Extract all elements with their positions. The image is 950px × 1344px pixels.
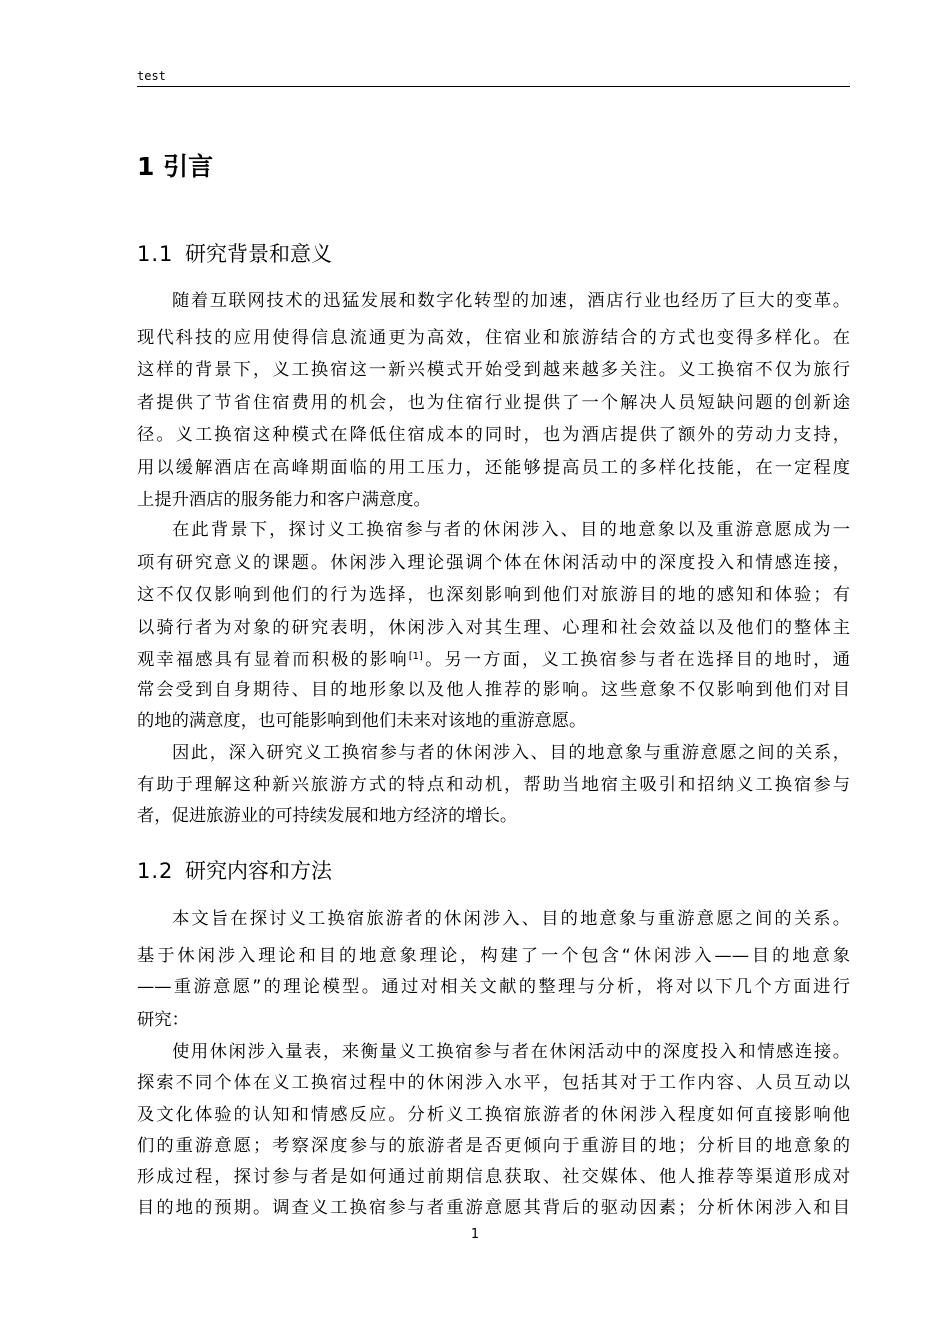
citation-ref[interactable]: [1]: [408, 651, 423, 662]
page-header: [137, 68, 850, 87]
paragraph-line: 的地的满意度，也可能影响到他们未来对该地的重游意愿。: [137, 711, 587, 731]
paragraph-text: 观幸福感具有显着而积极的影响: [137, 650, 409, 670]
page-number: 1: [470, 1227, 480, 1242]
paragraph-line: 们的重游意愿；考察深度参与的旅游者是否更倾向于重游目的地；分析目的地意象的: [137, 1136, 850, 1156]
paragraph-line: 上提升酒店的服务能力和客户满意度。: [137, 490, 431, 510]
paragraph-line: 在此背景下，探讨义工换宿参与者的休闲涉入、目的地意象以及重游意愿成为一: [172, 520, 850, 540]
section-heading-background: [137, 239, 332, 269]
paragraph-line: 径。义工换宿这种模式在降低住宿成本的同时，也为酒店提供了额外的劳动力支持，: [137, 425, 850, 445]
paragraph-line: ——重游意愿”的理论模型。通过对相关文献的整理与分析，将对以下几个方面进行: [137, 977, 850, 997]
paragraph-line: 常会受到自身期待、目的地形象以及他人推荐的影响。这些意象不仅影响到他们对目: [137, 680, 850, 700]
paragraph-line: 因此，深入研究义工换宿参与者的休闲涉入、目的地意象与重游意愿之间的关系，: [172, 743, 850, 763]
paragraph-line: 及文化体验的认知和情感反应。分析义工换宿旅游者的休闲涉入程度如何直接影响他: [137, 1105, 850, 1125]
paragraph-line: 以骑行者为对象的研究表明，休闲涉入对其生理、心理和社会效益以及他们的整体主: [137, 618, 850, 638]
paragraph-line: 者，促进旅游业的可持续发展和地方经济的增长。: [137, 806, 518, 826]
paragraph-line-with-citation: [137, 645, 850, 675]
paragraph-line: 用以缓解酒店在高峰期面临的用工压力，还能够提高员工的多样化技能，在一定程度: [137, 458, 850, 478]
running-title: test: [137, 69, 166, 83]
paragraph-line: 者提供了节省住宿费用的机会，也为住宿行业提供了一个解决人员短缺问题的创新途: [137, 393, 850, 413]
section-number: 1.2: [137, 859, 174, 883]
paragraph-line: 研究：: [137, 1010, 189, 1030]
chapter-title: 1 引言: [137, 152, 214, 181]
paragraph-line: 使用休闲涉入量表，来衡量义工换宿参与者在休闲活动中的深度投入和情感连接。: [172, 1042, 850, 1062]
paragraph-line: 有助于理解这种新兴旅游方式的特点和动机，帮助当地宿主吸引和招纳义工换宿参与: [137, 775, 850, 795]
section-number: 1.1: [137, 242, 174, 266]
paragraph-line: 现代科技的应用使得信息流通更为高效，住宿业和旅游结合的方式也变得多样化。在: [137, 328, 850, 348]
paragraph-line: 目的地的预期。调查义工换宿参与者重游意愿其背后的驱动因素；分析休闲涉入和目: [137, 1198, 850, 1218]
paragraph-line: 项有研究意义的课题。休闲涉入理论强调个体在休闲活动中的深度投入和情感连接，: [137, 553, 850, 573]
section-title-text: 研究背景和意义: [185, 242, 332, 266]
paragraph-line: 探索不同个体在义工换宿过程中的休闲涉入水平，包括其对于工作内容、人员互动以: [137, 1073, 850, 1093]
section-title-text: 研究内容和方法: [185, 859, 332, 883]
paragraph-line: 本文旨在探讨义工换宿旅游者的休闲涉入、目的地意象与重游意愿之间的关系。: [172, 909, 850, 929]
paragraph-line: 形成过程，探讨参与者是如何通过前期信息获取、社交媒体、他人推荐等渠道形成对: [137, 1167, 850, 1187]
paragraph-line: 随着互联网技术的迅猛发展和数字化转型的加速，酒店行业也经历了巨大的变革。: [172, 291, 850, 311]
section-heading-methods: [137, 856, 332, 886]
paragraph-text: 。另一方面，义工换宿参与者在选择目的地时，通: [422, 650, 850, 670]
paragraph-line: 基于休闲涉入理论和目的地意象理论，构建了一个包含“休闲涉入——目的地意象: [137, 946, 850, 966]
paragraph-line: 这不仅仅影响到他们的行为选择，也深刻影响到他们对旅游目的地的感知和体验；有: [137, 585, 850, 605]
paragraph-line: 这样的背景下，义工换宿这一新兴模式开始受到越来越多关注。义工换宿不仅为旅行: [137, 360, 850, 380]
